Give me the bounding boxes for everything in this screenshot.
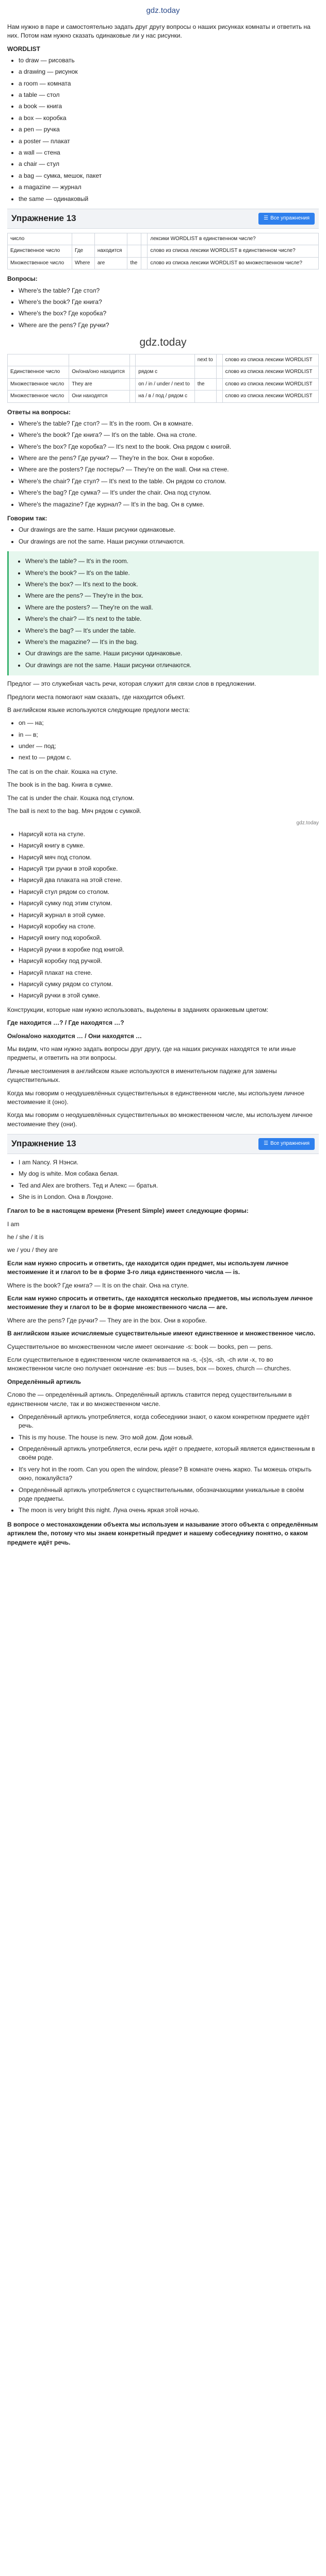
list-item: • Our drawings are the same. Наши рисунки одинаковые. bbox=[25, 649, 314, 658]
list-item: • Нарисуй стул рядом со столом. bbox=[19, 888, 319, 896]
list-item: • Where's the box? — It's next to the book. bbox=[25, 580, 314, 589]
list-item: • Определённый артикль употребляется с существительными, обозначающими уникальные в своём роде предметы. bbox=[19, 1486, 319, 1504]
list-item: • Where's the book? — It's on the table. bbox=[25, 569, 314, 578]
table-cell: слово из списка лексики WORDLIST bbox=[222, 366, 318, 379]
wordlist-item: • a box — коробка bbox=[19, 114, 319, 123]
site-brand[interactable]: gdz.today bbox=[146, 6, 180, 15]
table-cell: the bbox=[127, 257, 141, 269]
table-cell: Where bbox=[72, 257, 94, 269]
exercise-header bbox=[7, 1134, 319, 1154]
paragraph: Личные местоимения в английском языке используются в именительном падеже для замены существительных. bbox=[7, 1067, 277, 1084]
table-cell bbox=[72, 233, 94, 245]
wordlist-item: • a drawing — рисунок bbox=[19, 67, 319, 76]
table-cell: They are bbox=[69, 378, 130, 391]
paragraph: Мы видим, что нам нужно задать вопросы друг другу, где на наших рисунках находятся те или иные предметы, и ответить на эти вопросы. bbox=[7, 1045, 296, 1062]
table-cell: слово из списка лексики WORDLIST во множественном числе? bbox=[148, 257, 319, 269]
table-row bbox=[8, 233, 319, 245]
wordlist-item: • a wall — стена bbox=[19, 148, 319, 157]
table-cell bbox=[217, 366, 222, 379]
table-cell: число bbox=[8, 233, 72, 245]
list-item: • Нарисуй журнал в этой сумке. bbox=[19, 911, 319, 920]
article-title: Определённый артикль bbox=[7, 1378, 81, 1385]
paragraph: Предлог — это служебная часть речи, которая служит для связи слов в предложении. bbox=[7, 680, 256, 688]
list-item: • Where's the table? — It's in the room. bbox=[25, 557, 314, 566]
table-cell: на / в / под / рядом с bbox=[136, 391, 194, 403]
table-cell: Единственное число bbox=[8, 245, 72, 258]
paragraph: Слово the — определённый артикль. Определённый артикль ставится перед существительными в единственном числе, так и во множественном числе. bbox=[7, 1391, 292, 1408]
list-item: • Нарисуй мяч под столом. bbox=[19, 853, 319, 862]
list-item: • Where's the book? Где книга? — It's on the table. Она на столе. bbox=[19, 431, 319, 439]
question-table bbox=[7, 233, 319, 270]
all-exercises-label: Все упражнения bbox=[270, 1141, 309, 1147]
list-item: • Where's the box? Где коробка? bbox=[19, 309, 319, 318]
paragraph: Когда мы говорим о неодушевлённых существительных во множественном числе, мы используем личное местоимение they (они). bbox=[7, 1111, 313, 1128]
example: Where are the pens? Где ручки? — They are in the box. Они в коробке. bbox=[7, 1316, 207, 1324]
construction-answer: Он/она/оно находится … / Они находятся … bbox=[7, 1032, 142, 1040]
table-cell: находится bbox=[94, 245, 127, 258]
table-cell: Множественное число bbox=[8, 391, 69, 403]
list-item: • Нарисуй коробку на столе. bbox=[19, 922, 319, 931]
list-item: • Нарисуй сумку рядом со стулом. bbox=[19, 980, 319, 989]
all-exercises-label: Все упражнения bbox=[270, 215, 309, 222]
table-row bbox=[8, 245, 319, 258]
table-cell bbox=[217, 354, 222, 366]
wordlist-item: • to draw — рисовать bbox=[19, 56, 319, 65]
rule-bold: Если нам нужно спросить и ответить, где находится один предмет, мы используем личное местоимение it и глагол to be в форме 3-го лица единственного числа — is. bbox=[7, 1259, 289, 1276]
example: The book is in the bag. Книга в сумке. bbox=[7, 781, 113, 789]
list-item: • Нарисуй ручки в этой сумке. bbox=[19, 991, 319, 1000]
table-row bbox=[8, 257, 319, 269]
rule-bold: В английском языке исчисляемые существительные имеют единственное и множественное число. bbox=[7, 1330, 316, 1337]
wordlist-item: • a poster — плакат bbox=[19, 137, 319, 146]
list-item: • Нарисуй кота на стуле. bbox=[19, 830, 319, 839]
conclusion-list bbox=[7, 526, 319, 546]
table-cell bbox=[129, 354, 135, 366]
table-cell: слово из списка лексики WORDLIST bbox=[222, 378, 318, 391]
intro-text: Нам нужно в паре и самостоятельно задать друг другу вопросы о наших рисунках комнаты и ответить на них. Потом нам нужно сказать одинаковые ли у нас рисунки. bbox=[7, 23, 311, 40]
all-exercises-button[interactable] bbox=[258, 1138, 315, 1150]
table-cell bbox=[129, 366, 135, 379]
be-title: Глагол to be в настоящем времени (Present Simple) имеет следующие формы: bbox=[7, 1207, 249, 1215]
table-cell bbox=[136, 354, 194, 366]
exercise-title: Упражнение 13 bbox=[11, 1139, 76, 1149]
table-cell bbox=[141, 233, 148, 245]
table-cell: Множественное число bbox=[8, 257, 72, 269]
table-cell: Они находятся bbox=[69, 391, 130, 403]
conclusion-title: Говорим так: bbox=[7, 515, 47, 522]
paragraph: Предлоги места помогают нам сказать, где находится объект. bbox=[7, 693, 185, 701]
table-cell bbox=[141, 245, 148, 258]
list-item: • Where's the chair? — It's next to the table. bbox=[25, 615, 314, 623]
list-item: • This is my house. The house is new. Это мой дом. Дом новый. bbox=[19, 1433, 319, 1442]
list-item: • Where's the table? Где стол? — It's in the room. Он в комнате. bbox=[19, 419, 319, 428]
table-cell bbox=[217, 391, 222, 403]
paragraph: Когда мы говорим о неодушевлённых существительных в единственном числе, мы используем личное местоимение it (оно). bbox=[7, 1089, 305, 1106]
list-item: • It's very hot in the room. Can you open the window, please? В комнате очень жарко. Ты можешь открыть окно, пожалуйста? bbox=[19, 1465, 319, 1483]
answer-table bbox=[7, 354, 319, 403]
watermark: gdz.today bbox=[139, 336, 187, 349]
list-item: • Нарисуй плакат на стене. bbox=[19, 969, 319, 977]
list-item: • Where's the book? Где книга? bbox=[19, 298, 319, 307]
wordlist bbox=[7, 56, 319, 204]
watermark-small: gdz.today bbox=[296, 820, 319, 826]
list-item: • next to — рядом с. bbox=[19, 753, 319, 762]
list-item: • Нарисуй два плаката на этой стене. bbox=[19, 876, 319, 885]
answers-list bbox=[7, 419, 319, 509]
table-row bbox=[8, 366, 319, 379]
table-cell bbox=[129, 391, 135, 403]
paragraph: Если существительное в единственном числе оканчивается на -s, -(s)s, -sh, -ch или -x, то во множественном числе оно получает окончание -es: bus — buses, box — boxes, church — churches. bbox=[7, 1355, 291, 1372]
table-cell: Где bbox=[72, 245, 94, 258]
list-item: • Where's the table? Где стол? bbox=[19, 286, 319, 295]
list-item: • Нарисуй книгу в сумке. bbox=[19, 841, 319, 850]
list-item: • on — на; bbox=[19, 719, 319, 727]
article-list bbox=[7, 1413, 319, 1515]
construction-question: Где находится …? / Где находятся …? bbox=[7, 1019, 124, 1027]
wordlist-title: WORDLIST bbox=[7, 45, 40, 53]
questions-list bbox=[7, 286, 319, 330]
be-form: we / you / they are bbox=[7, 1246, 58, 1254]
list-item: • Определённый артикль употребляется, если речь идёт о предмете, который является единственным в своём роде. bbox=[19, 1445, 319, 1463]
list-item: • in — в; bbox=[19, 731, 319, 739]
table-cell: Он/она/оно находится bbox=[69, 366, 130, 379]
list-item: • Our drawings are not the same. Наши рисунки отличаются. bbox=[19, 537, 319, 546]
list-item: • Нарисуй коробку под ручкой. bbox=[19, 957, 319, 965]
table-row bbox=[8, 391, 319, 403]
paragraph: Конструкции, которые нам нужно использовать, выделены в заданиях оранжевым цветом: bbox=[7, 1006, 269, 1013]
table-cell bbox=[127, 233, 141, 245]
example: The cat is on the chair. Кошка на стуле. bbox=[7, 768, 118, 775]
list-item: • Our drawings are the same. Наши рисунки одинаковые. bbox=[19, 526, 319, 534]
table-cell bbox=[94, 233, 127, 245]
list-item: • My dog is white. Моя собака белая. bbox=[19, 1170, 319, 1178]
prepositions-list bbox=[7, 719, 319, 762]
highlight-list bbox=[14, 557, 314, 670]
list-item: • Нарисуй три ручки в этой коробке. bbox=[19, 865, 319, 873]
wordlist-item: • the same — одинаковый bbox=[19, 195, 319, 204]
table-cell: are bbox=[94, 257, 127, 269]
list-item: • The moon is very bright this night. Луна очень яркая этой ночью. bbox=[19, 1506, 319, 1515]
exercise-header bbox=[7, 209, 319, 229]
all-exercises-button[interactable] bbox=[258, 213, 315, 225]
table-cell bbox=[194, 391, 216, 403]
list-item: • Нарисуй ручки в коробке под книгой. bbox=[19, 945, 319, 954]
list-item: • under — под; bbox=[19, 742, 319, 751]
table-cell: the bbox=[194, 378, 216, 391]
list-item: • Where's the magazine? Где журнал? — It's in the bag. Он в сумке. bbox=[19, 500, 319, 509]
wordlist-item: • a magazine — журнал bbox=[19, 183, 319, 192]
questions-title: Вопросы: bbox=[7, 275, 38, 283]
list-item: • Where are the pens? Где ручки? bbox=[19, 321, 319, 330]
table-cell: слово из списка лексики WORDLIST в единственном числе? bbox=[148, 245, 319, 258]
table-cell bbox=[217, 378, 222, 391]
table-cell: Множественное число bbox=[8, 378, 69, 391]
be-examples-list bbox=[7, 1158, 319, 1202]
wordlist-item: • a table — стол bbox=[19, 91, 319, 99]
table-cell bbox=[141, 257, 148, 269]
be-form: he / she / it is bbox=[7, 1233, 44, 1241]
be-form: I am bbox=[7, 1220, 20, 1228]
paragraph: Существительное во множественном числе имеет окончание -s: book — books, pen — pens. bbox=[7, 1343, 273, 1350]
wordlist-item: • a pen — ручка bbox=[19, 125, 319, 134]
list-item: • Where are the pens? — They're in the box. bbox=[25, 591, 314, 600]
answers-title: Ответы на вопросы: bbox=[7, 408, 71, 416]
list-item: • Where's the magazine? — It's in the bag. bbox=[25, 638, 314, 647]
table-cell: on / in / under / next to bbox=[136, 378, 194, 391]
table-cell: слово из списка лексики WORDLIST bbox=[222, 391, 318, 403]
table-row bbox=[8, 354, 319, 366]
table-cell bbox=[8, 354, 69, 366]
list-item: • Where's the chair? Где стул? — It's next to the table. Он рядом со столом. bbox=[19, 477, 319, 486]
list-item: • Нарисуй сумку под этим стулом. bbox=[19, 899, 319, 908]
list-item: • Where's the bag? — It's under the table. bbox=[25, 626, 314, 635]
list-item: • Нарисуй книгу под коробкой. bbox=[19, 934, 319, 942]
list-item: • Where are the posters? — They're on the wall. bbox=[25, 603, 314, 612]
answer-highlight bbox=[7, 551, 319, 675]
list-item: • Where's the box? Где коробка? — It's next to the book. Она рядом с книгой. bbox=[19, 443, 319, 451]
table-cell: рядом с bbox=[136, 366, 194, 379]
theory-section bbox=[7, 680, 319, 816]
list-item: • Ted and Alex are brothers. Тед и Алекс — братья. bbox=[19, 1181, 319, 1190]
wordlist-item: • a book — книга bbox=[19, 102, 319, 111]
list-item: • Where's the bag? Где сумка? — It's under the chair. Она под стулом. bbox=[19, 488, 319, 497]
example: The cat is under the chair. Кошка под стулом. bbox=[7, 794, 135, 802]
list-icon: ☰ bbox=[264, 1141, 269, 1147]
table-cell: лексики WORDLIST в единственном числе? bbox=[148, 233, 319, 245]
table-cell bbox=[194, 366, 216, 379]
table-cell: Единственное число bbox=[8, 366, 69, 379]
exercise-title: Упражнение 13 bbox=[11, 213, 76, 223]
table-cell: слово из списка лексики WORDLIST bbox=[222, 354, 318, 366]
list-icon: ☰ bbox=[264, 215, 269, 222]
paragraph: В английском языке используются следующие предлоги места: bbox=[7, 706, 190, 714]
list-item: • I am Nancy. Я Нэнси. bbox=[19, 1158, 319, 1167]
list-item: • She is in London. Она в Лондоне. bbox=[19, 1193, 319, 1201]
example: The ball is next to the bag. Мяч рядом с сумкой. bbox=[7, 807, 142, 815]
rule-bold: Если нам нужно спросить и ответить, где находятся несколько предметов, мы используем личное местоимение they и глагол to be в форме множественного числа — are. bbox=[7, 1295, 313, 1311]
example: Where is the book? Где книга? — It is on the chair. Она на стуле. bbox=[7, 1281, 189, 1289]
wordlist-item: • a chair — стул bbox=[19, 160, 319, 168]
practice-list bbox=[7, 830, 319, 1001]
wordlist-item: • a bag — сумка, мешок, пакет bbox=[19, 172, 319, 180]
table-cell bbox=[129, 378, 135, 391]
table-row bbox=[8, 378, 319, 391]
table-cell bbox=[69, 354, 130, 366]
table-cell: next to bbox=[194, 354, 216, 366]
list-item: • Определённый артикль употребляется, когда собеседники знают, о каком конкретном предмете идёт речь. bbox=[19, 1413, 319, 1431]
final-rule: В вопросе о местонахождении объекта мы используем и называние этого объекта с определённым артиклем the, потому что мы знаем конкретный предмет и нашему собеседнику понятно, о каком предмете идёт речь. bbox=[7, 1520, 318, 1546]
list-item: • Our drawings are not the same. Наши рисунки отличаются. bbox=[25, 661, 314, 670]
table-cell bbox=[127, 245, 141, 258]
wordlist-item: • a room — комната bbox=[19, 79, 319, 88]
list-item: • Where are the pens? Где ручки? — They're in the box. Они в коробке. bbox=[19, 454, 319, 463]
list-item: • Where are the posters? Где постеры? — They're on the wall. Они на стене. bbox=[19, 465, 319, 474]
